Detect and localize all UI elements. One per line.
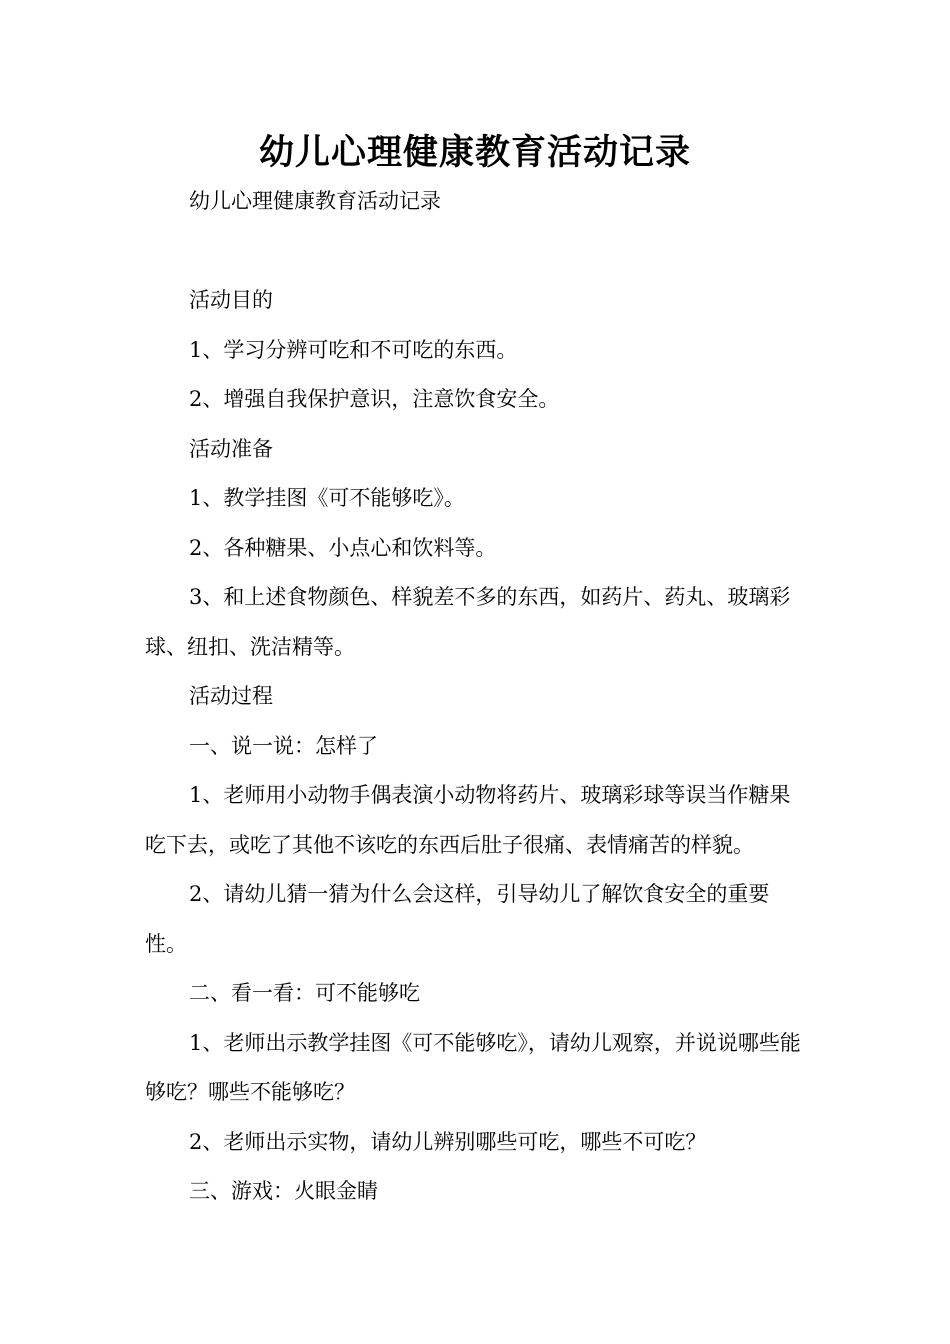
paragraph-prep-2: 2、各种糖果、小点心和饮料等。 — [189, 535, 497, 560]
paragraph-section-1-item-1: 1、老师用小动物手偶表演小动物将药片、玻璃彩球等误当作糖果吃下去，或吃了其他不该吃的东西后肚子很痛、表情痛苦的样貌。 — [145, 783, 791, 857]
paragraph-goal-1: 1、学习分辨可吃和不可吃的东西。 — [189, 337, 518, 362]
heading-activity-preparation: 活动准备 — [189, 436, 273, 461]
paragraph-section-2-item-2: 2、老师出示实物，请幼儿辨别哪些可吃，哪些不可吃？ — [189, 1129, 707, 1154]
document-body — [145, 177, 809, 1217]
paragraph-goal-2: 2、增强自我保护意识，注意饮食安全。 — [189, 387, 560, 411]
paragraph-section-1-item-2: 2、请幼儿猜一猜为什么会这样，引导幼儿了解饮食安全的重要性。 — [145, 882, 770, 956]
heading-activity-process: 活动过程 — [189, 684, 273, 708]
document-title: 幼儿心理健康教育活动记录 — [258, 133, 691, 173]
paragraph-subtitle: 幼儿心理健康教育活动记录 — [189, 189, 441, 213]
heading-section-3: 三、游戏：火眼金睛 — [189, 1179, 378, 1203]
paragraph-section-2-item-1: 1、老师出示教学挂图《可不能够吃》，请幼儿观察，并说说哪些能够吃？哪些不能够吃？ — [145, 1030, 801, 1104]
heading-activity-goal: 活动目的 — [189, 288, 273, 312]
paragraph-prep-1: 1、教学挂图《可不能够吃》。 — [189, 486, 465, 510]
paragraph-prep-3: 3、和上述食物颜色、样貌差不多的东西，如药片、药丸、玻璃彩球、纽扣、洗洁精等。 — [145, 585, 791, 659]
heading-section-2: 二、看一看：可不能够吃 — [189, 981, 420, 1005]
heading-section-1: 一、说一说：怎样了 — [189, 733, 378, 758]
